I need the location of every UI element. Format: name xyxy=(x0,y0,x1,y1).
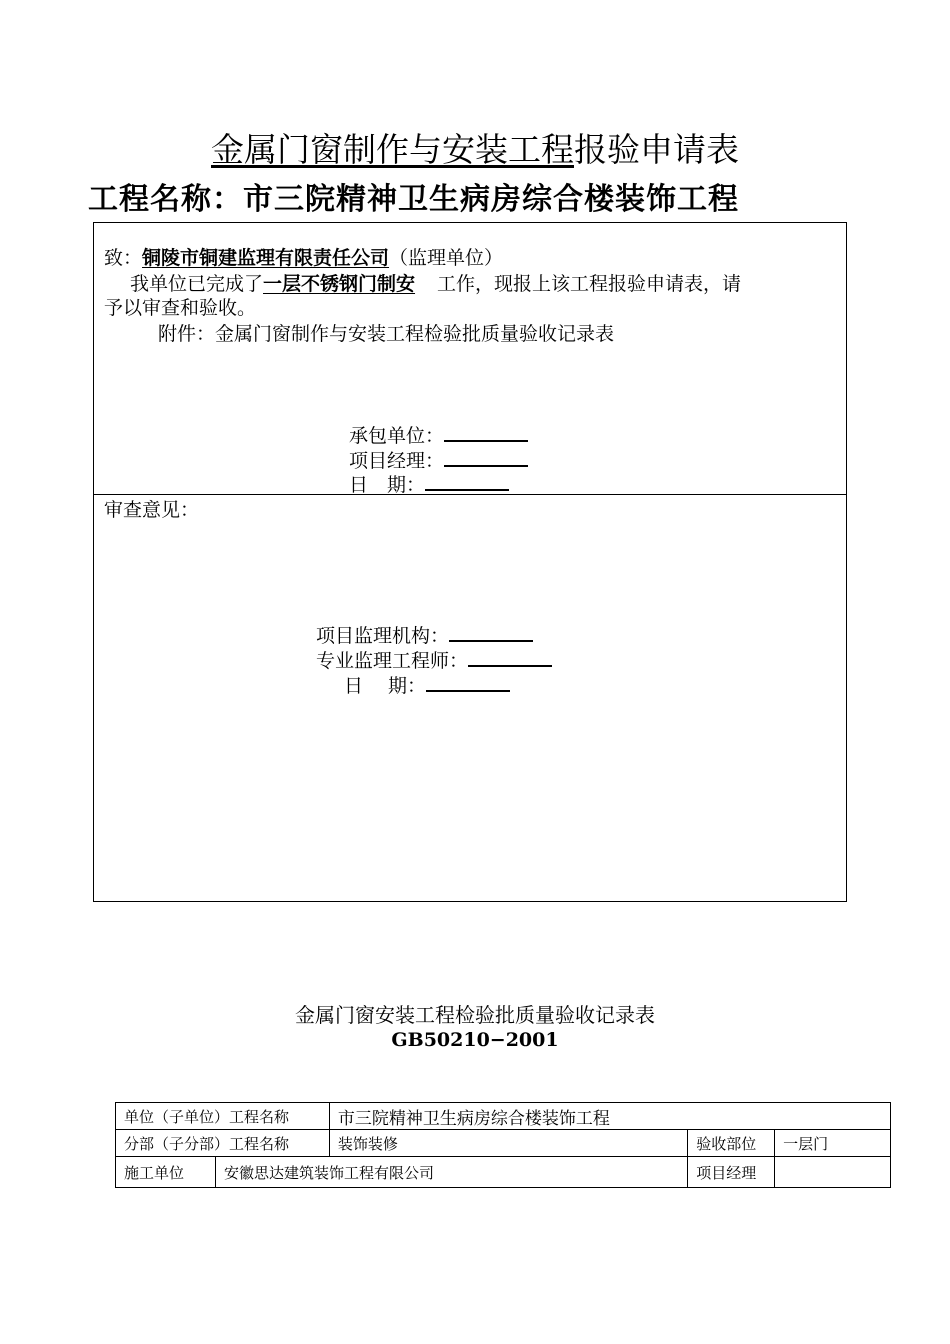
table-row xyxy=(116,1103,891,1130)
record-table xyxy=(115,1102,891,1188)
attachment-line: 附件：金属门窗制作与安装工程检验批质量验收记录表 xyxy=(158,323,615,345)
body-line-1 xyxy=(130,272,741,296)
unit-project-label: 单位（子单位）工程名称 xyxy=(116,1103,330,1130)
supervisor-company: 铜陵市铜建监理有限责任公司 xyxy=(142,247,390,269)
body-suffix: 工作，现报上该工程报验申请表，请 xyxy=(437,273,742,295)
record-pm-label: 项目经理 xyxy=(688,1157,775,1188)
to-prefix: 致： xyxy=(104,247,143,269)
inspection-part-value: 一层门 xyxy=(775,1130,891,1157)
review-label: 审查意见： xyxy=(104,499,200,521)
review-engineer-blank[interactable] xyxy=(468,647,552,667)
review-org-blank[interactable] xyxy=(449,622,533,642)
record-pm-value[interactable] xyxy=(775,1157,891,1188)
project-name: 市三院精神卫生病房综合楼装饰工程 xyxy=(243,182,739,217)
contractor-label: 承包单位： xyxy=(349,425,445,447)
contractor-line xyxy=(349,422,528,448)
unit-project-value: 市三院精神卫生病房综合楼装饰工程 xyxy=(329,1103,890,1130)
review-date-line xyxy=(344,672,510,698)
inspection-part-label: 验收部位 xyxy=(688,1130,775,1157)
review-date-label: 日 期： xyxy=(344,675,427,697)
project-label: 工程名称： xyxy=(88,182,243,217)
pm-blank[interactable] xyxy=(444,447,528,467)
date-blank[interactable] xyxy=(425,471,509,491)
table-row xyxy=(116,1130,891,1157)
pm-line xyxy=(349,447,528,473)
review-date-blank[interactable] xyxy=(426,672,510,692)
construction-unit-label: 施工单位 xyxy=(116,1157,216,1188)
form-title-rest: 报验申请表 xyxy=(574,130,739,169)
review-org-line xyxy=(316,622,533,648)
work-item: 一层不锈钢门制安 xyxy=(263,273,416,295)
to-line xyxy=(104,246,503,270)
pm-label: 项目经理： xyxy=(349,450,445,472)
form-title-underlined: 金属门窗制作与安装工程 xyxy=(211,130,574,169)
record-title: 金属门窗安装工程检验批质量验收记录表 xyxy=(295,1003,655,1027)
review-engineer-label: 专业监理工程师： xyxy=(316,650,469,672)
record-standard: GB50210−2001 xyxy=(391,1029,559,1051)
date-line xyxy=(349,471,509,497)
body-line-2: 予以审查和验收。 xyxy=(104,297,257,319)
body-prefix: 我单位已完成了 xyxy=(130,273,264,295)
supervisor-suffix: （监理单位） xyxy=(389,247,504,269)
contractor-blank[interactable] xyxy=(444,422,528,442)
construction-unit-value: 安徽思达建筑装饰工程有限公司 xyxy=(215,1157,687,1188)
project-name-line xyxy=(88,180,739,220)
review-engineer-line xyxy=(316,647,552,673)
sub-project-value: 装饰装修 xyxy=(329,1130,687,1157)
sub-project-label: 分部（子分部）工程名称 xyxy=(116,1130,330,1157)
form-title xyxy=(0,128,950,172)
date-label: 日 期： xyxy=(349,474,426,496)
table-row xyxy=(116,1157,891,1188)
review-org-label: 项目监理机构： xyxy=(316,625,450,647)
